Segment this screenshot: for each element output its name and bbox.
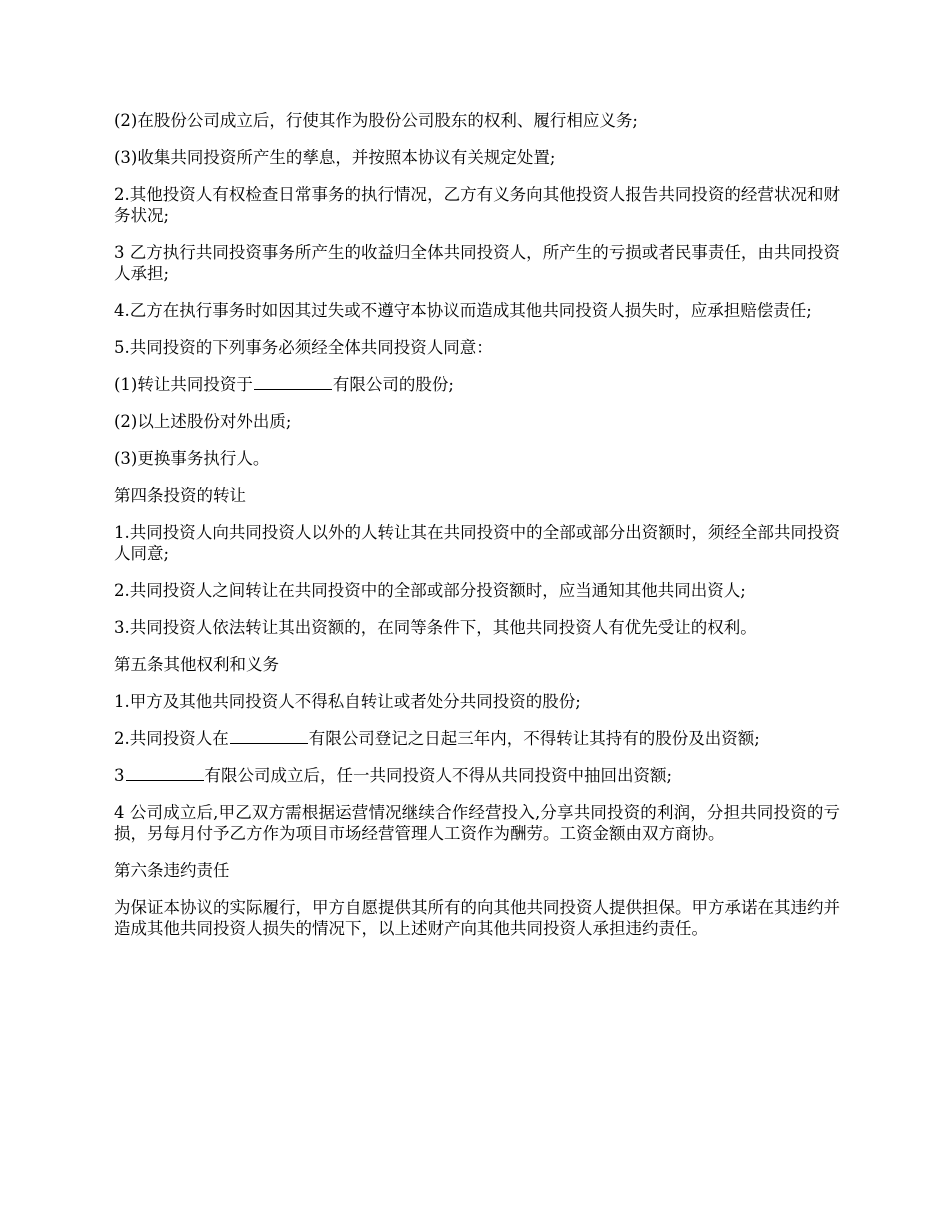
paragraph: (2)在股份公司成立后，行使其作为股份公司股东的权利、履行相应义务;: [114, 111, 638, 130]
section-heading: 第五条其他权利和义务: [114, 655, 279, 674]
paragraph: 2.其他投资人有权检查日常事务的执行情况，乙方有义务向其他投资人报告共同投资的经营状况和财务状况;: [114, 185, 840, 225]
fill-in-blank: [230, 729, 308, 744]
paragraph-text-after: 有限公司登记之日起三年内，不得转让其持有的股份及出资额;: [308, 729, 760, 748]
fill-in-blank: [254, 375, 332, 390]
paragraph-text-before: 3: [114, 766, 125, 785]
document-page: [114, 110, 840, 955]
paragraph-text-before: 2.共同投资人在: [114, 729, 229, 748]
paragraph-text-after: 有限公司成立后，任一共同投资人不得从共同投资中抽回出资额;: [204, 766, 673, 785]
paragraph: 1.甲方及其他共同投资人不得私自转让或者处分共同投资的股份;: [114, 692, 581, 711]
paragraph: 1.共同投资人向共同投资人以外的人转让其在共同投资中的全部或部分出资额时，须经全部共同投资人同意;: [114, 523, 840, 563]
fill-in-blank: [126, 766, 204, 781]
paragraph: 2.共同投资人之间转让在共同投资中的全部或部分投资额时，应当通知其他共同出资人;: [114, 581, 746, 600]
paragraph: (2)以上述股份对外出质;: [114, 412, 292, 431]
section-heading: 第六条违约责任: [114, 861, 230, 880]
section-heading: 第四条投资的转让: [114, 486, 246, 505]
paragraph: (3)收集共同投资所产生的孳息，并按照本协议有关规定处置;: [114, 148, 556, 167]
paragraph: (3)更换事务执行人。: [114, 449, 270, 468]
paragraph-with-blank: [114, 728, 840, 749]
paragraph: 4 公司成立后,甲乙双方需根据运营情况继续合作经营投入,分享共同投资的利润，分担共同投资的亏损，另每月付予乙方作为项目市场经营管理人工资作为酬劳。工资金额由双方商协。: [114, 803, 840, 843]
paragraph: 4.乙方在执行事务时如因其过失或不遵守本协议而造成其他共同投资人损失时，应承担赔偿责任;: [114, 301, 812, 320]
paragraph: 为保证本协议的实际履行，甲方自愿提供其所有的向其他共同投资人提供担保。甲方承诺在其违约并造成其他共同投资人损失的情况下，以上述财产向其他共同投资人承担违约责任。: [114, 898, 840, 938]
paragraph: 5.共同投资的下列事务必须经全体共同投资人同意：: [114, 338, 493, 357]
paragraph: 3.共同投资人依法转让其出资额的，在同等条件下，其他共同投资人有优先受让的权利。: [114, 618, 757, 637]
paragraph-text-after: 有限公司的股份;: [332, 375, 454, 394]
paragraph-text-before: (1)转让共同投资于: [114, 375, 253, 394]
paragraph: 3 乙方执行共同投资事务所产生的收益归全体共同投资人，所产生的亏损或者民事责任，由共同投资人承担;: [114, 243, 840, 283]
paragraph-with-blank: [114, 374, 840, 395]
paragraph-with-blank: [114, 765, 840, 786]
